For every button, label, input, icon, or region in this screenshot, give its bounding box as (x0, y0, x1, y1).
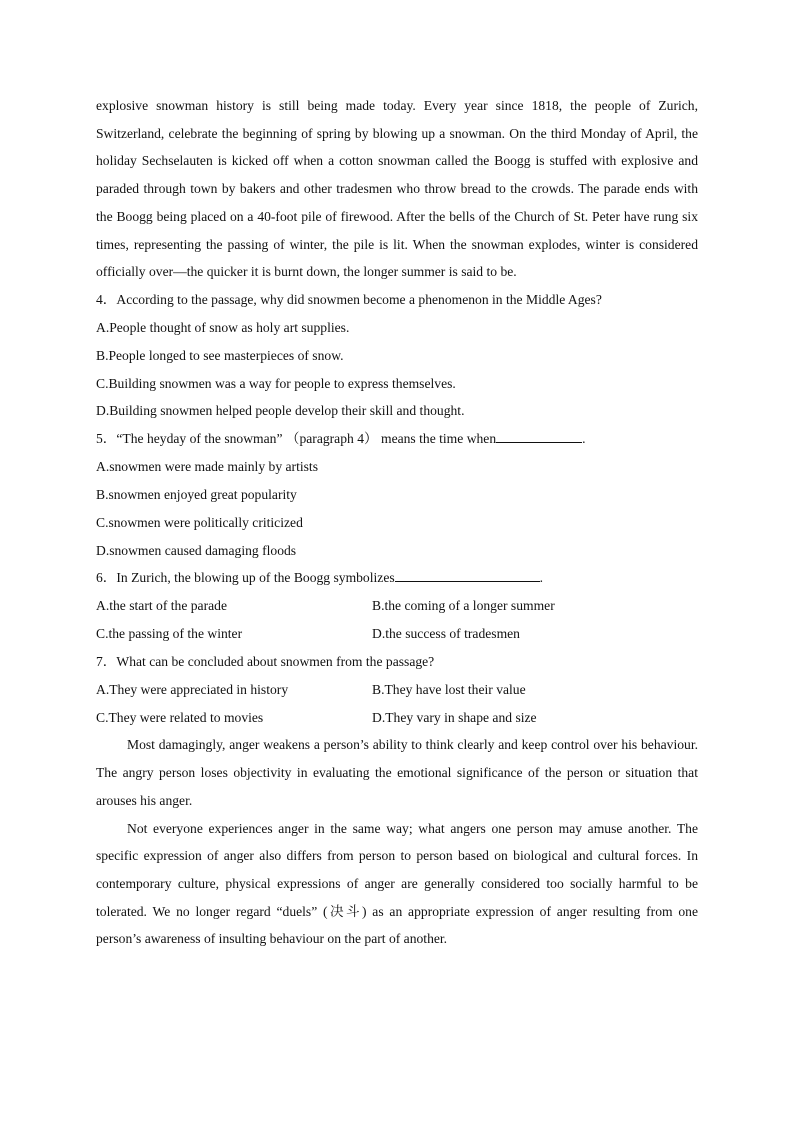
passage-top-paragraph: explosive snowman history is still being made today. Every year since 1818, the people of Zurich, Switzerland, celebrate the beginning of spring by blowing up a snowman. On the third Monday of April, the holiday Sechselauten is kicked off when a cotton snowman called the Boogg is stuffed with explosive and paraded through town by bakers and other tradesmen who throw bread to the crowds. The parade ends with the Boogg being placed on a 40-foot pile of firewood. After the bells of the Church of St. Peter have rung six times, representing the passing of winter, the pile is lit. When the snowman explodes, winter is considered officially over—the quicker it is burnt down, the longer summer is said to be. (96, 98, 698, 280)
question-4 (96, 286, 698, 425)
question-6-options-row-2 (96, 620, 698, 648)
question-5-option-d[interactable]: D.snowmen caused damaging floods (96, 542, 297, 558)
question-6-option-b[interactable]: B.the coming of a longer summer (372, 598, 555, 614)
document-page (96, 92, 698, 953)
question-6-stem-end: . (539, 570, 544, 586)
question-6-stem: 6．In Zurich, the blowing up of the Boogg symbolizes (96, 570, 395, 586)
question-6 (96, 564, 698, 648)
question-7 (96, 648, 698, 732)
question-6-option-a[interactable]: A.the start of the parade (96, 598, 227, 614)
question-6-answer-blank[interactable] (395, 567, 540, 582)
question-6-option-d[interactable]: D.the success of tradesmen (372, 626, 520, 642)
question-4-option-a[interactable]: A.People thought of snow as holy art supplies. (96, 319, 350, 335)
anger-paragraph-1: Most damagingly, anger weakens a person’s ability to think clearly and keep control over his behaviour. The angry person loses objectivity in evaluating the emotional significance of the person or situation that arouses his anger. (96, 737, 698, 808)
question-4-option-c[interactable]: C.Building snowmen was a way for people to express themselves. (96, 375, 456, 391)
question-5 (96, 425, 698, 564)
question-4-option-b[interactable]: B.People longed to see masterpieces of snow. (96, 347, 344, 363)
anger-paragraph-2: Not everyone experiences anger in the same way; what angers one person may amuse another. The specific expression of anger also differs from person to person based on biological and cultural forces. In contemporary culture, physical expressions of anger are generally considered too socially harmful to be tolerated. We no longer regard “duels” (决斗) as an appropriate expression of anger resulting from one person’s awareness of insulting behaviour on the part of another. (96, 820, 698, 947)
question-6-stem-line (96, 564, 698, 592)
question-5-stem-end: . (582, 431, 586, 447)
question-5-answer-blank[interactable] (496, 428, 582, 443)
question-5-stem-line (96, 425, 698, 453)
question-7-option-d[interactable]: D.They vary in shape and size (372, 709, 537, 725)
question-7-options-row-1 (96, 676, 698, 704)
question-7-option-a[interactable]: A.They were appreciated in history (96, 681, 289, 697)
question-7-stem: 7．What can be concluded about snowmen from the passage? (96, 653, 435, 669)
question-7-options-row-2 (96, 704, 698, 732)
question-5-stem: 5．“The heyday of the snowman” （paragraph 4） means the time when (96, 431, 497, 447)
question-7-option-b[interactable]: B.They have lost their value (372, 681, 526, 697)
question-5-option-c[interactable]: C.snowmen were politically criticized (96, 514, 303, 530)
question-5-option-b[interactable]: B.snowmen enjoyed great popularity (96, 486, 297, 502)
question-4-option-d[interactable]: D.Building snowmen helped people develop their skill and thought. (96, 403, 465, 419)
question-6-options-row-1 (96, 592, 698, 620)
question-4-stem: 4．According to the passage, why did snowmen become a phenomenon in the Middle Ages? (96, 291, 602, 307)
question-6-option-c[interactable]: C.the passing of the winter (96, 626, 243, 642)
question-5-option-a[interactable]: A.snowmen were made mainly by artists (96, 459, 318, 475)
question-7-option-c[interactable]: C.They were related to movies (96, 709, 264, 725)
